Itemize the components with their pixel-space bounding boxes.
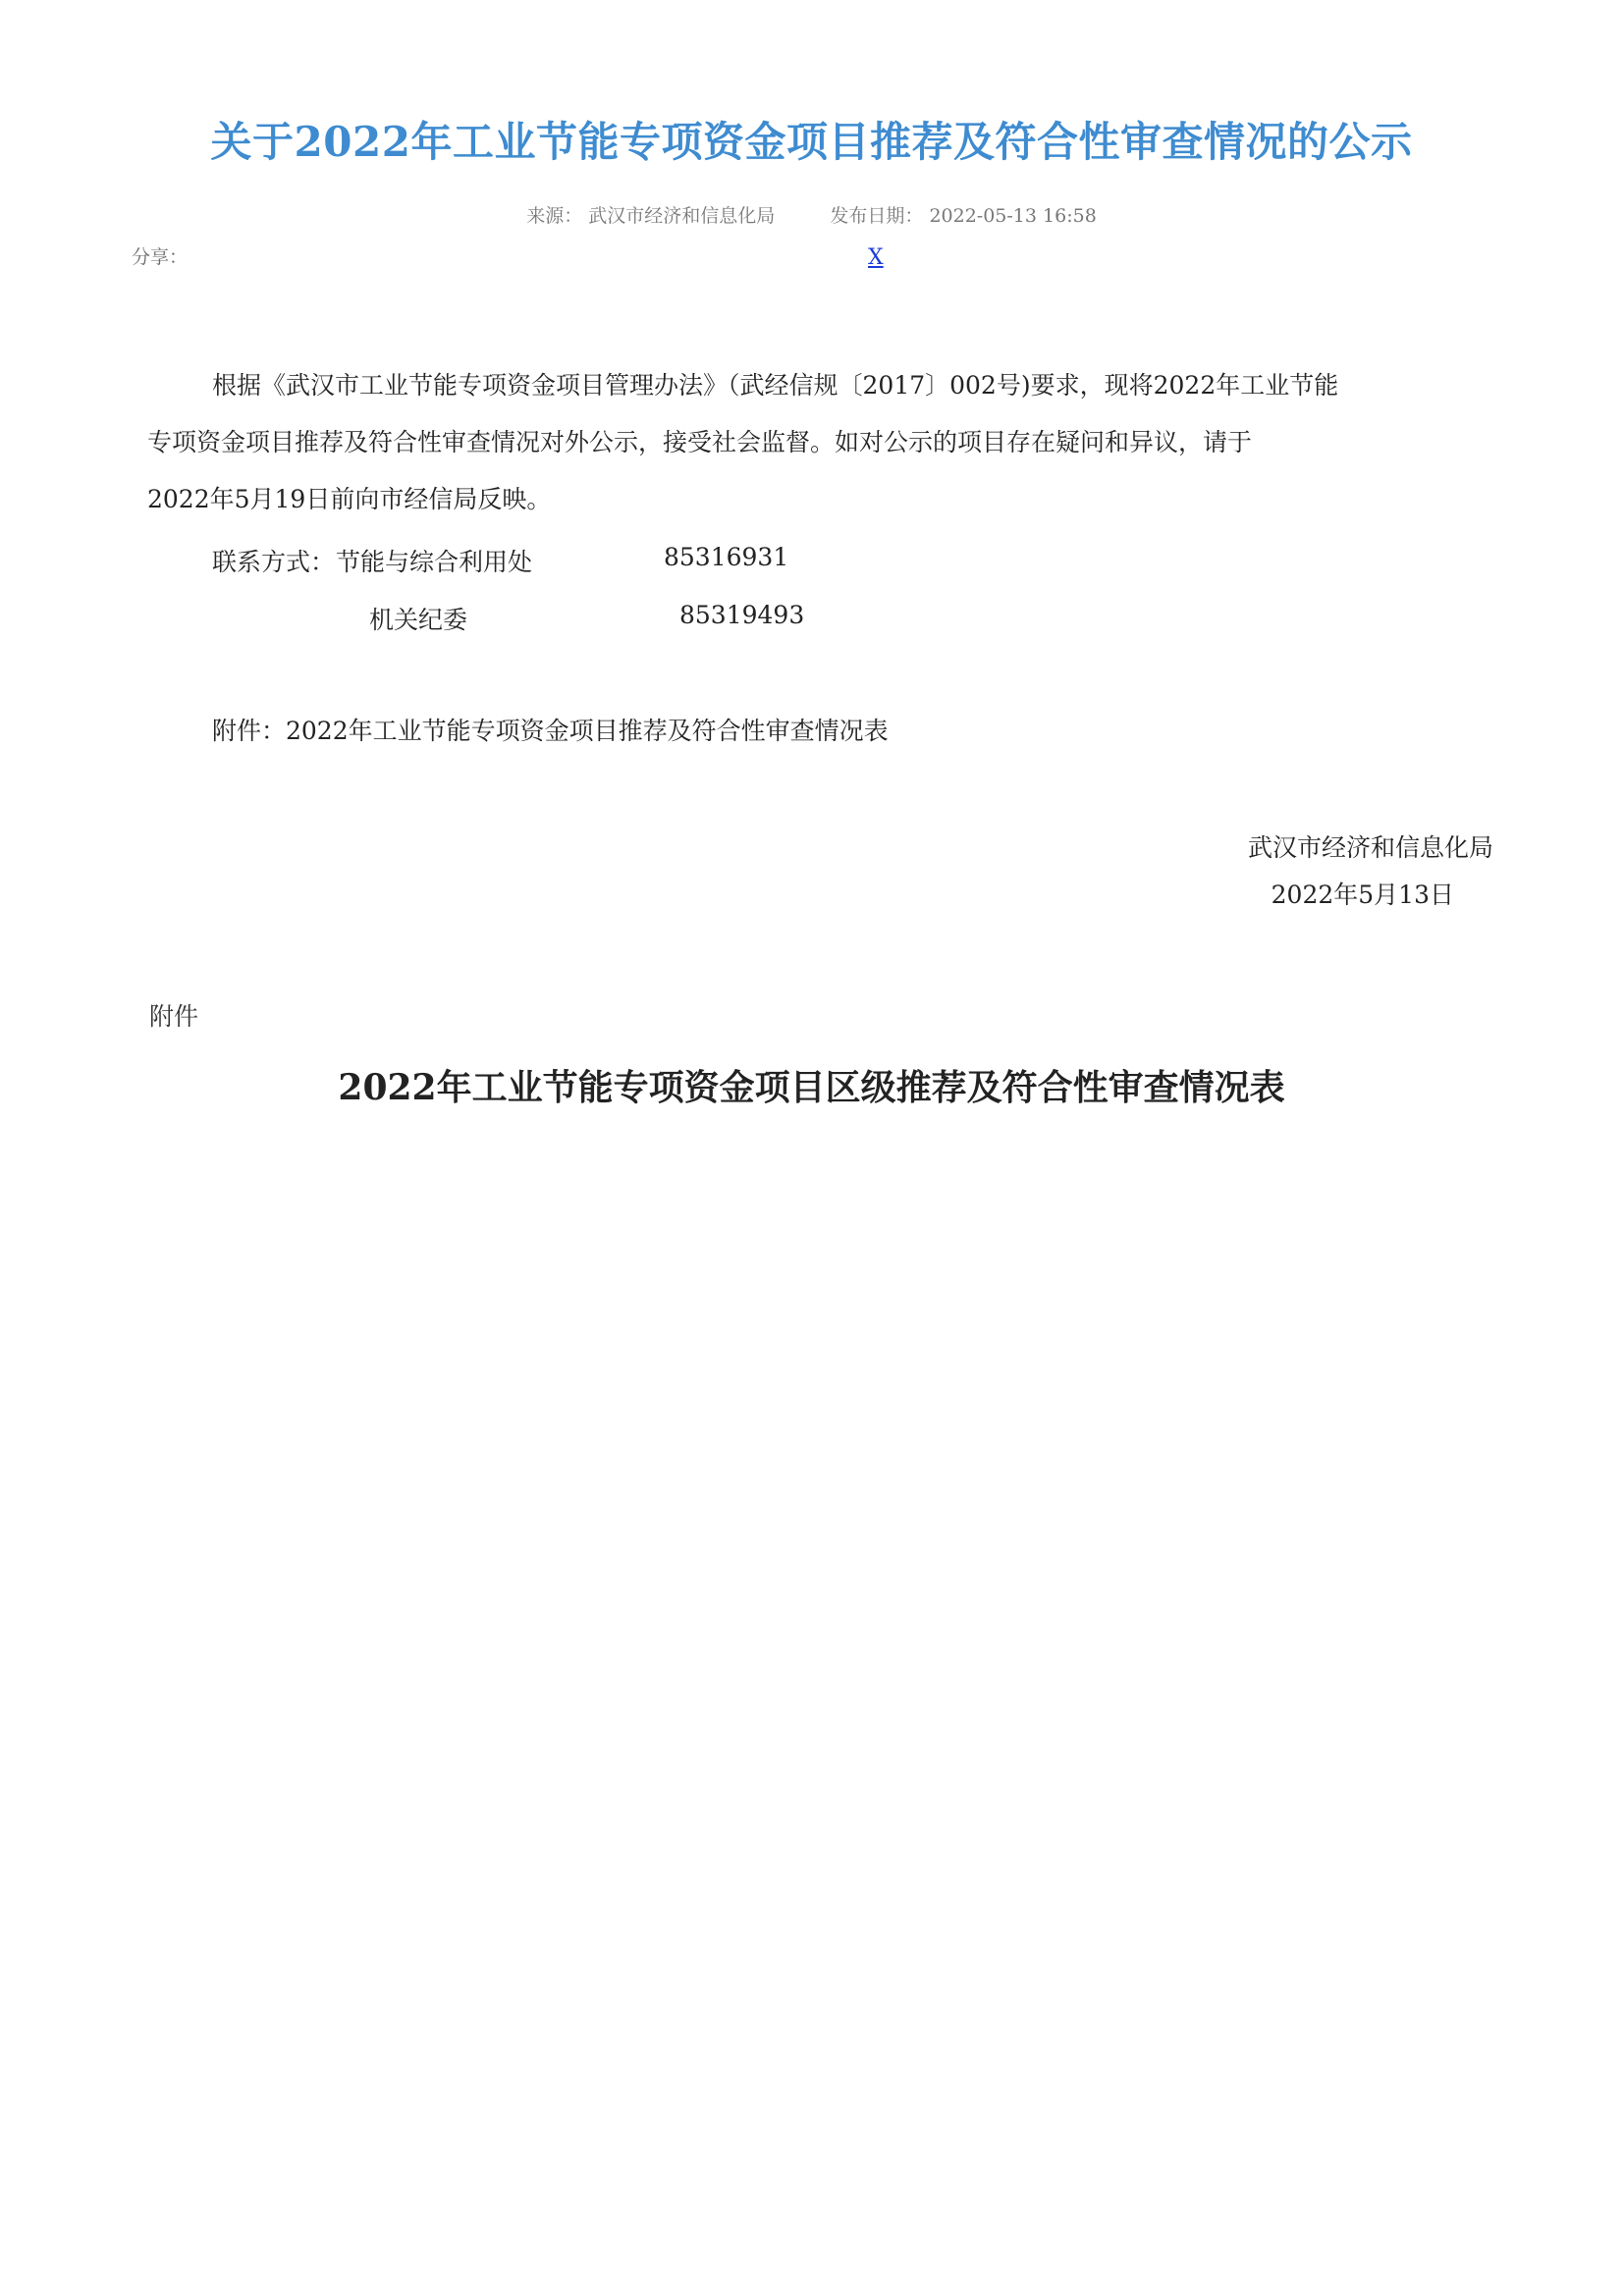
contact-dept: 节能与综合利用处 bbox=[336, 548, 533, 576]
page-title: 关于2022年工业节能专项资金项目推荐及符合性审查情况的公示 bbox=[210, 118, 1413, 166]
share-label: 分享： bbox=[132, 246, 189, 268]
publish-date-label: 发布日期： bbox=[830, 205, 924, 227]
attachment-heading: 附件 bbox=[149, 1002, 199, 1031]
body-line: 根据《武汉市工业节能专项资金项目管理办法》（武经信规〔2017〕002号)要求，现将2022年工业节能 bbox=[212, 371, 1339, 400]
source-value: 武汉市经济和信息化局 bbox=[588, 205, 776, 227]
signature-date: 2022年5月13日 bbox=[1271, 881, 1454, 909]
close-link[interactable]: X bbox=[868, 245, 884, 270]
contact-label: 联系方式： bbox=[212, 548, 336, 576]
source-label: 来源： bbox=[526, 205, 583, 227]
contact-dept: 机关纪委 bbox=[369, 606, 468, 634]
contact-phone: 85319493 bbox=[679, 601, 805, 629]
publish-date-value: 2022-05-13 16:58 bbox=[929, 205, 1097, 227]
body-line: 2022年5月19日前向市经信局反映。 bbox=[147, 485, 552, 513]
contact-phone: 85316931 bbox=[664, 543, 789, 571]
body-line: 专项资金项目推荐及符合性审查情况对外公示，接受社会监督。如对公示的项目存在疑问和异议，请于 bbox=[147, 428, 1253, 456]
attachment-reference: 附件：2022年工业节能专项资金项目推荐及符合性审查情况表 bbox=[212, 717, 889, 745]
notice-body bbox=[147, 357, 1492, 528]
signature-org: 武汉市经济和信息化局 bbox=[1247, 833, 1493, 862]
attachment-table-title: 2022年工业节能专项资金项目区级推荐及符合性审查情况表 bbox=[338, 1067, 1285, 1108]
signature-block bbox=[1248, 825, 1493, 919]
article-meta bbox=[0, 201, 1623, 228]
